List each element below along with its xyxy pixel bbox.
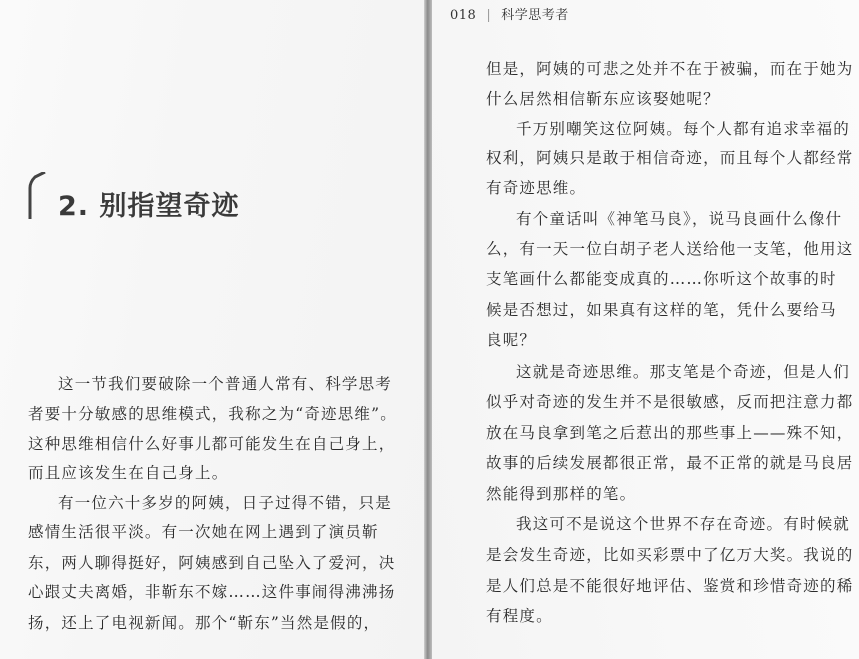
- header-separator: |: [486, 8, 492, 23]
- body-line: 东，两人聊得挺好，阿姨感到自己坠入了爱河，决: [28, 554, 396, 572]
- body-line: 放在马良拿到笔之后惹出的那些事上——殊不知，: [486, 424, 854, 442]
- body-line: 有个童话叫《神笔马良》，说马良画什么像什: [516, 210, 843, 228]
- body-line: 千万别嘲笑这位阿姨。每个人都有追求幸福的: [516, 120, 851, 138]
- body-line: 么，有一天一位白胡子老人送给他一支笔，他用这: [486, 240, 854, 258]
- book-title: 科学思考者: [501, 8, 569, 23]
- body-line: 但是，阿姨的可悲之处并不在于被骗，而在于她为: [486, 60, 854, 78]
- body-line: 有奇迹思维。: [486, 179, 587, 197]
- book-gutter: [424, 0, 432, 659]
- body-line: 故事的后续发展都很正常，最不正常的就是马良居: [486, 454, 854, 472]
- body-line: 有程度。: [486, 607, 553, 625]
- body-line: 扬，还上了电视新闻。那个“靳东”当然是假的，: [28, 614, 381, 632]
- chapter-title: 2. 别指望奇迹: [58, 191, 240, 222]
- body-line: 权利，阿姨只是敢于相信奇迹，而且每个人都经常: [486, 149, 854, 167]
- body-line: 什么居然相信靳东应该娶她呢？: [486, 90, 720, 108]
- body-line: 有一位六十多岁的阿姨，日子过得不错，只是: [58, 494, 393, 512]
- body-line: 感情生活很平淡。有一次她在网上遇到了演员靳: [28, 523, 379, 541]
- body-line: 者要十分敏感的思维模式，我称之为“奇迹思维”。: [28, 405, 397, 423]
- body-line: 心跟丈夫离婚，非靳东不嫁……这件事闹得沸沸扬: [28, 583, 396, 601]
- body-line: 似乎对奇迹的发生并不是很敏感，反而把注意力都: [486, 393, 854, 411]
- body-line: 而且应该发生在自己身上。: [28, 464, 229, 482]
- body-line: 这种思维相信什么好事儿都可能发生在自己身上，: [28, 435, 396, 453]
- body-line: 是会发生奇迹，比如买彩票中了亿万大奖。我说的: [486, 546, 854, 564]
- body-line: 支笔画什么都能变成真的……你听这个故事的时: [486, 270, 837, 288]
- body-line: 良呢？: [486, 331, 537, 349]
- body-line: 候是否想过，如果真有这样的笔，凭什么要给马: [486, 301, 837, 319]
- body-line: 然能得到那样的笔。: [486, 485, 637, 503]
- body-line: 这一节我们要破除一个普通人常有、科学思考: [58, 375, 393, 393]
- chapter-bracket-mark: [27, 172, 47, 220]
- body-line: 这就是奇迹思维。那支笔是个奇迹，但是人们: [516, 363, 851, 381]
- body-line: 我这可不是说这个世界不存在奇迹。有时候就: [516, 515, 851, 533]
- page-number: 018: [450, 8, 477, 23]
- body-line: 是人们总是不能很好地评估、鉴赏和珍惜奇迹的稀: [486, 577, 854, 595]
- left-page: [0, 0, 424, 659]
- running-header: [450, 4, 569, 23]
